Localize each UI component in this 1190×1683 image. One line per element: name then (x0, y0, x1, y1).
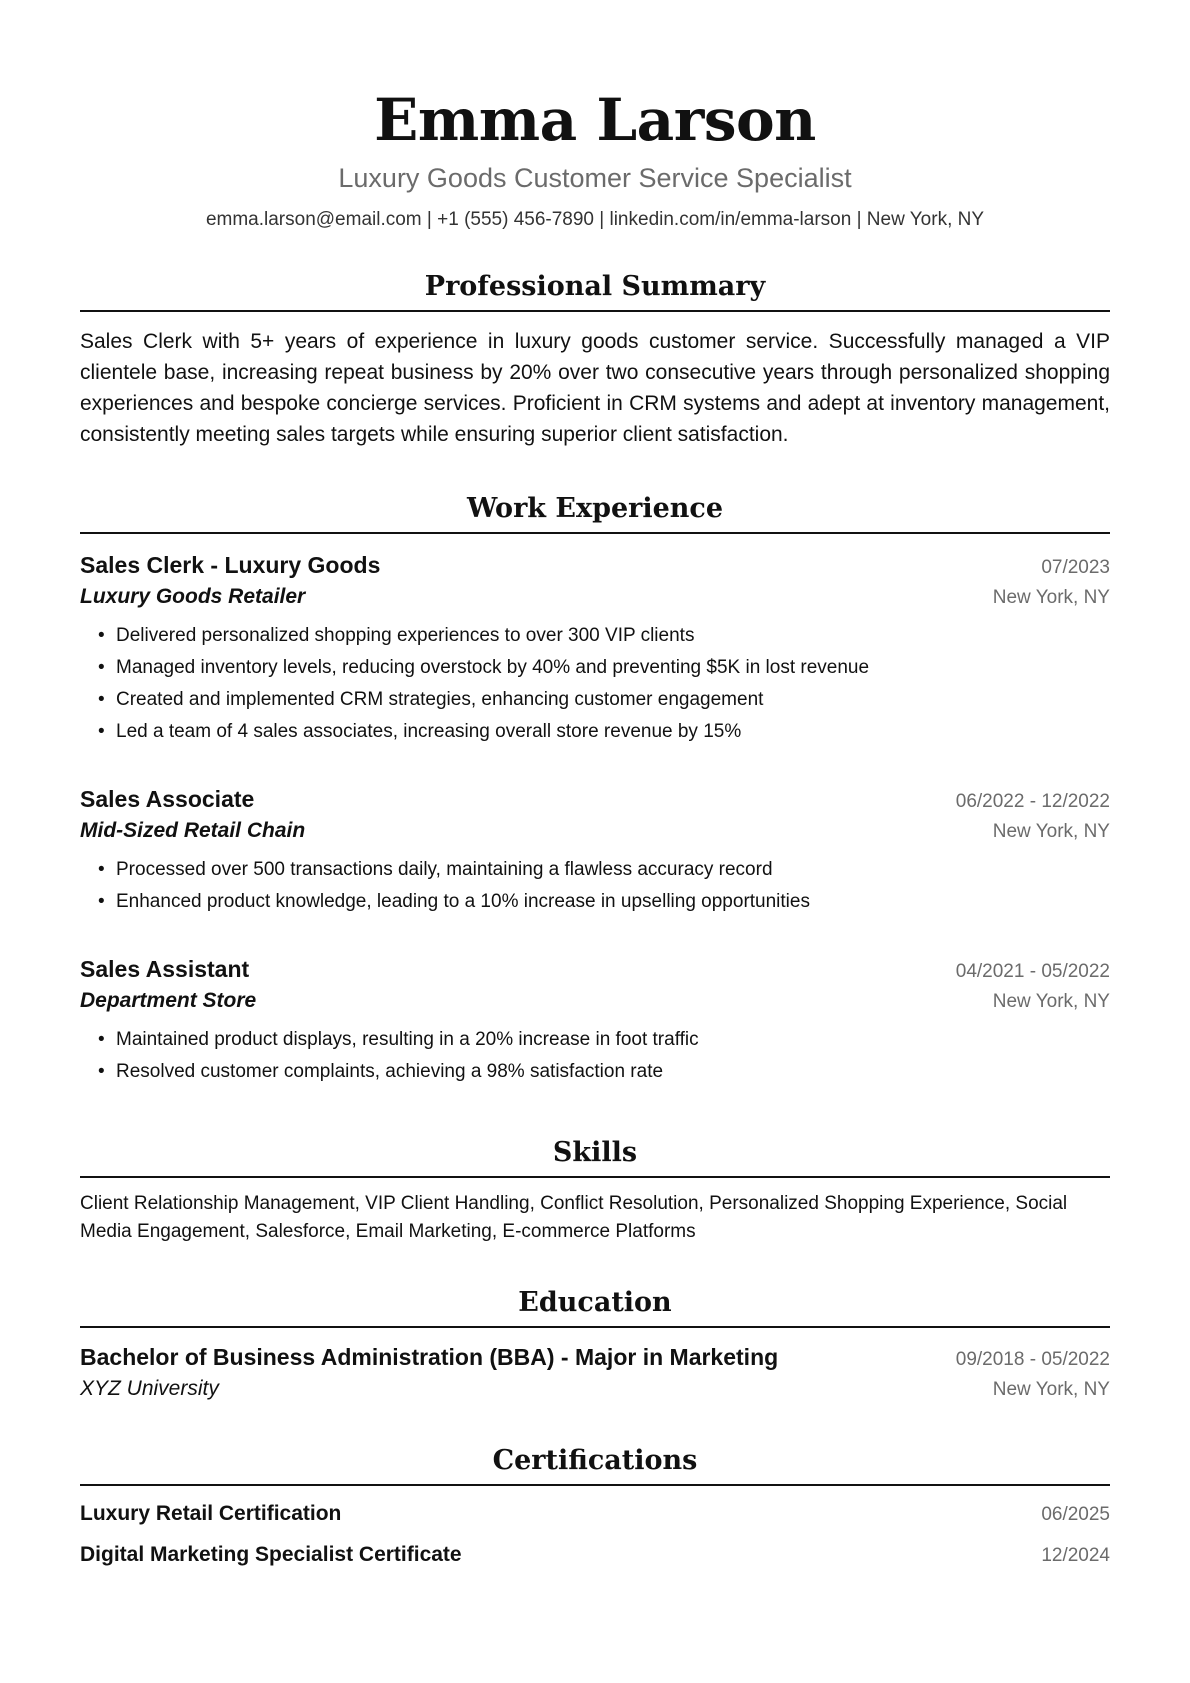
job-entry (80, 784, 1110, 918)
job-bullet: • Managed inventory levels, reducing overstock by 40% and preventing $5K in lost revenue (98, 652, 1110, 684)
education-date: 09/2018 - 05/2022 (955, 1349, 1110, 1370)
job-bullet: • Created and implemented CRM strategies, enhancing customer engagement (98, 684, 1110, 716)
certification-date: 06/2025 (1041, 1504, 1110, 1525)
job-location: New York, NY (992, 821, 1110, 842)
experience-section (80, 492, 1110, 1088)
contact-line: emma.larson@email.com | +1 (555) 456-7890 | linkedin.com/in/emma-larson | New York, NY (205, 209, 985, 230)
certification-item (80, 1498, 1110, 1531)
summary-heading: Professional Summary (80, 270, 1110, 312)
certifications-heading: Certifications (80, 1444, 1110, 1486)
job-bullet: • Led a team of 4 sales associates, increasing overall store revenue by 15% (98, 716, 1110, 748)
certification-name: Luxury Retail Certification (80, 1502, 342, 1525)
education-heading: Education (80, 1286, 1110, 1328)
summary-text: Sales Clerk with 5+ years of experience in luxury goods customer service. Successfully managed a VIP clientele base, increasing repeat business by 20% over two consecutive years through personalized shopping experiences and bespoke concierge services. Proficient in CRM systems and adept at inventory management, consistently meeting sales targets while ensuring superior client satisfaction. (80, 330, 1110, 446)
experience-heading: Work Experience (80, 492, 1110, 534)
job-company-row (80, 817, 1110, 846)
resume-header (80, 0, 1110, 232)
certifications-section (80, 1444, 1110, 1572)
job-title: Sales Assistant (80, 956, 250, 982)
job-company: Department Store (80, 989, 257, 1012)
certification-name: Digital Marketing Specialist Certificate (80, 1543, 462, 1566)
education-school-row (80, 1375, 1110, 1404)
education-location: New York, NY (992, 1379, 1110, 1400)
education-section (80, 1286, 1110, 1404)
job-title: Sales Associate (80, 786, 255, 812)
job-location: New York, NY (992, 587, 1110, 608)
job-bullet: • Enhanced product knowledge, leading to a 10% increase in upselling opportunities (98, 886, 1110, 918)
job-company-row (80, 583, 1110, 612)
job-date: 04/2021 - 05/2022 (955, 961, 1110, 982)
job-header-row (80, 550, 1110, 583)
degree: Bachelor of Business Administration (BBA) - Major in Marketing (80, 1344, 779, 1370)
job-bullet: • Maintained product displays, resulting in a 20% increase in foot traffic (98, 1024, 1110, 1056)
job-date: 06/2022 - 12/2022 (955, 791, 1110, 812)
job-bullet: • Resolved customer complaints, achieving a 98% satisfaction rate (98, 1056, 1110, 1088)
education-entry (80, 1342, 1110, 1404)
job-header-row (80, 954, 1110, 987)
job-bullet: • Delivered personalized shopping experiences to over 300 VIP clients (98, 620, 1110, 652)
job-bullets (80, 620, 1110, 748)
job-header-row (80, 784, 1110, 817)
job-location: New York, NY (992, 991, 1110, 1012)
candidate-title: Luxury Goods Customer Service Specialist (338, 163, 852, 193)
job-date: 07/2023 (1041, 557, 1110, 578)
job-bullets (80, 854, 1110, 918)
job-company-row (80, 987, 1110, 1016)
certification-item (80, 1539, 1110, 1572)
skills-section (80, 1136, 1110, 1246)
education-degree-row (80, 1342, 1110, 1375)
job-entry (80, 550, 1110, 748)
job-entry (80, 954, 1110, 1088)
skills-text: Client Relationship Management, VIP Client Handling, Conflict Resolution, Personalized Shopping Experience, Social Media Engagement, Salesforce, Email Marketing, E-commerce Platforms (80, 1193, 1068, 1242)
certification-date: 12/2024 (1041, 1545, 1110, 1566)
skills-heading: Skills (80, 1136, 1110, 1178)
job-bullets (80, 1024, 1110, 1088)
job-title: Sales Clerk - Luxury Goods (80, 552, 381, 578)
summary-section (80, 270, 1110, 450)
school: XYZ University (80, 1377, 219, 1400)
job-bullet: • Processed over 500 transactions daily, maintaining a flawless accuracy record (98, 854, 1110, 886)
candidate-name: Emma Larson (374, 86, 816, 154)
job-company: Mid-Sized Retail Chain (80, 819, 306, 842)
job-company: Luxury Goods Retailer (80, 585, 306, 608)
